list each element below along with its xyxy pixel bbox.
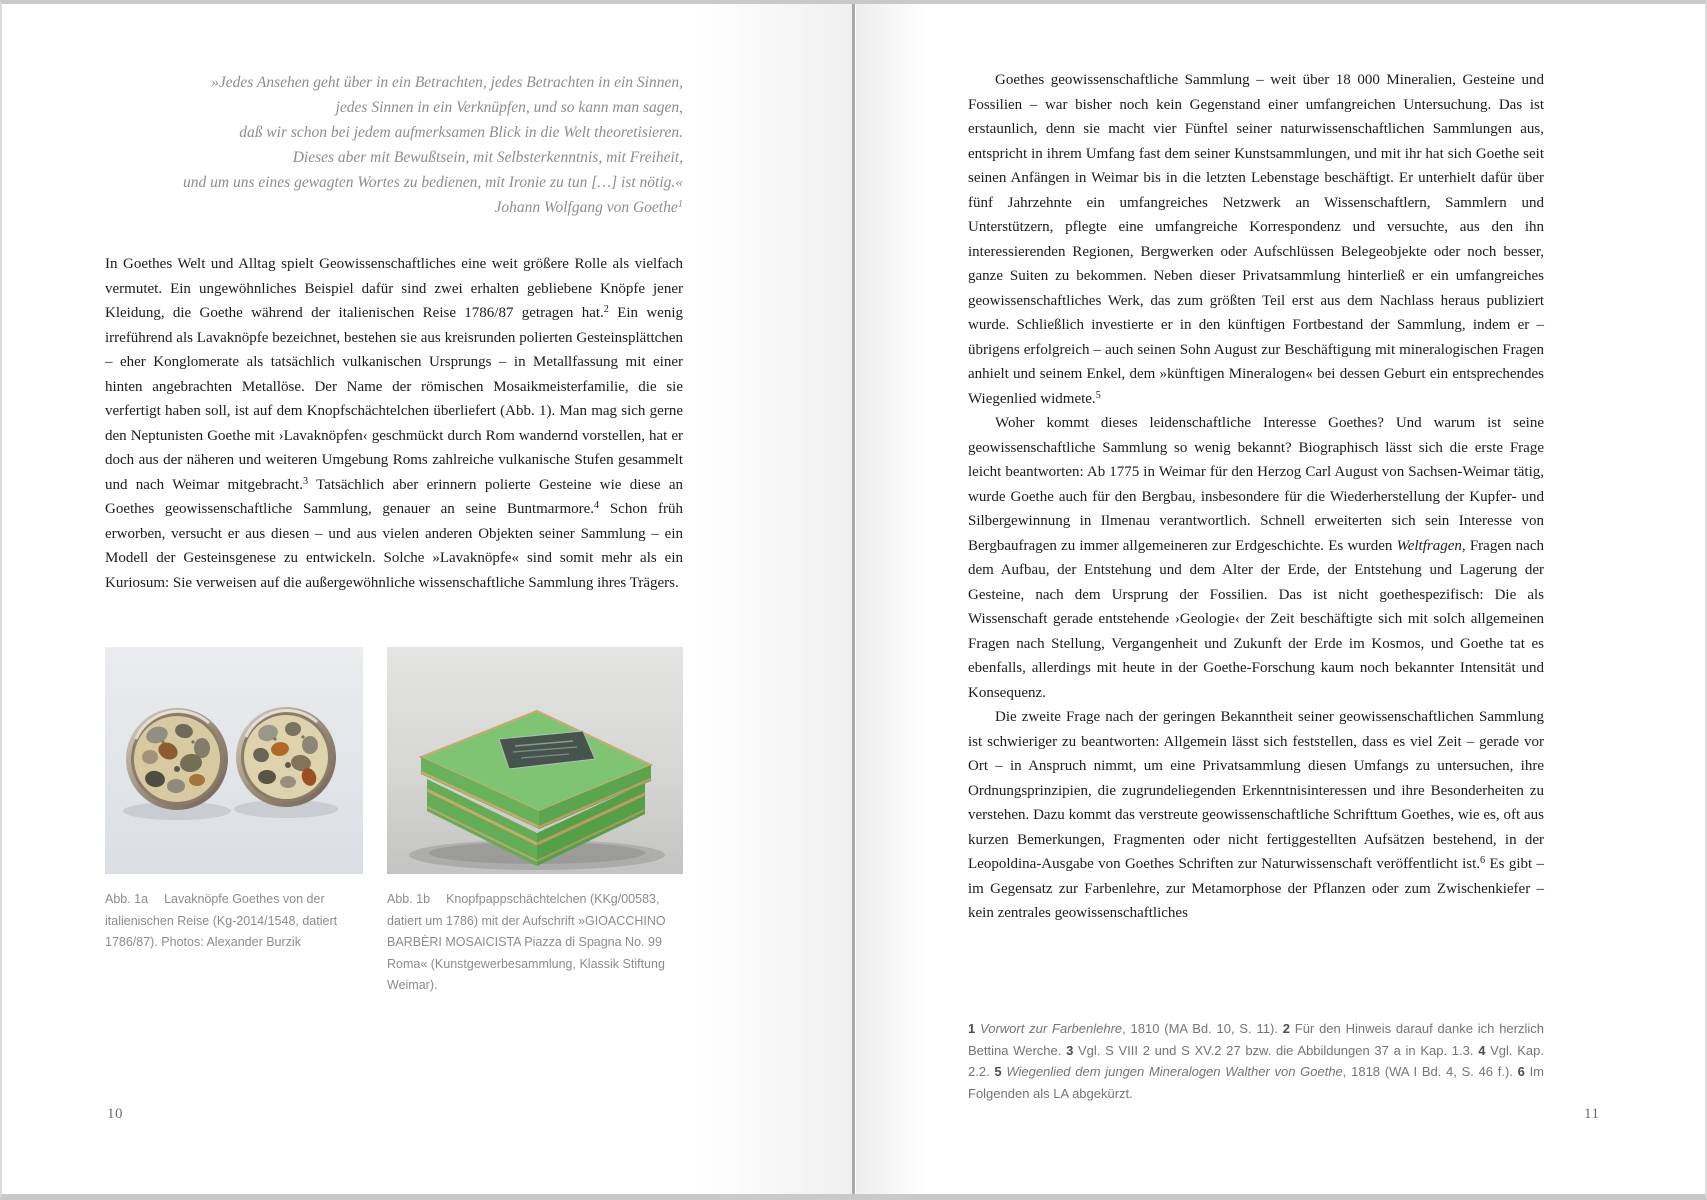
figure-1b-caption-label: Abb. 1b bbox=[387, 892, 431, 906]
body-paragraph: Die zweite Frage nach der geringen Bekanntheit seiner geowissenschaftlichen Sammlung ist schwieriger zu beantworten: Allgemein lässt sich feststellen, dass es viel Zeit – gerade vor Ort – in Anspruch nimmt, um eine Privatsammlung diesen Umfangs zu untersuchen, ihre Ordnungsprinzipien, die zugrundeliegenden Erkenntnisinteressen und ihre Besonderheiten zu verstehen. Dazu kommt das verstreute geowissenschaftliche Schrifttum Goethes, wie es, oft aus kurzen Bemerkungen, Fragmenten oder nicht fertiggestellten Aufsätzen bestehend, in der Leopoldina-Ausgabe von Goethes Schriften zur Naturwissenschaft veröffentlicht ist.$^6$ Es gibt – im Gegensatz zur Farbenlehre, zur Metamorphose der Pflanzen oder zum Zwischenkiefer – kein zentrales geowissenschaftliches bbox=[968, 709, 1544, 921]
epigraph bbox=[105, 70, 683, 220]
figure-1b bbox=[387, 647, 683, 997]
green-box-photo bbox=[387, 647, 683, 874]
right-page-column bbox=[968, 68, 1544, 926]
footnotes: 1 Vorwort zur Farbenlehre, 1810 (MA Bd. 10, S. 11). 2 Für den Hinweis darauf danke ich herzlich Bettina Werche. 3 Vgl. S VIII 2 und S XV.2 27 bzw. die Abbildungen 37 a in Kap. 1.3. 4 Vgl. Kap. 2.2. 5 Wiegenlied dem jungen Mineralogen Walther von Goethe, 1818 (WA I Bd. 4, S. 46 f.). 6 Im Folgenden als LA abgekürzt. bbox=[968, 1021, 1545, 1101]
page-left bbox=[2, 4, 853, 1194]
figure-1b-caption bbox=[387, 889, 683, 997]
body-paragraph: In Goethes Welt und Alltag spielt Geowissenschaftliches eine weit größere Rolle als vielfach vermutet. Ein ungewöhnliches Beispiel dafür sind zwei erhalten gebliebene Knöpfe jener Kleidung, die Goethe während der italienischen Reise 1786/87 getragen hat.$^2$ Ein wenig irreführend als Lavaknöpfe bezeichnet, bestehen sie aus kreisrunden polierten Gesteinsplättchen – eher Konglomerate als tatsächlich vulkanischen Ursprungs – in Metallfassung mit einer hinten angebrachten Metallöse. Der Name der römischen Mosaikmeisterfamilie, die sie verfertigt haben soll, ist auf dem Knopfschächtelchen überliefert (Abb. 1). Man mag sich gerne den Neptunisten Goethe mit ›Lavaknöpfen‹ geschmückt durch Rom wandernd vorstellen, hat er doch aus der näheren und weiteren Umgebung Roms zahlreiche vulkanische Stufen gesammelt und nach Weimar mitgebracht.$^3$ Tatsächlich aber erinnern polierte Gesteine wie diese an Goethes geowissenschaftliche Sammlung, genauer an seine Buntmarmore.$^4$ Schon früh erworben, versucht er aus diesen – und aus vielen anderen Objekten seiner Sammlung – ein Modell der Gesteinsgenese zu entwickeln. Solche »Lavaknöpfe« sind somit mehr als ein Kuriosum: Sie verweisen auf die außergewöhnliche wissenschaftliche Sammlung ihres Trägers. bbox=[105, 256, 683, 591]
figure-1a bbox=[105, 647, 363, 997]
figure-1b-caption-text: Knopfpappschächtelchen (KKg/00583, datiert um 1786) mit der Aufschrift »GIOACCHINO BARBÈRI MOSAICISTA Piazza di Spagna No. 99 Roma« (Kunstgewerbesammlung, Klassik Stiftung Weimar). bbox=[387, 892, 666, 992]
figure-1a-caption-text: Lavaknöpfe Goethes von der italienischen Reise (Kg-2014/1548, datiert 1786/87). Photos: Alexander Burzik bbox=[105, 892, 338, 949]
left-page-column bbox=[105, 70, 683, 997]
epigraph-line: daß wir schon bei jedem aufmerksamen Blick in die Welt theoretisieren. bbox=[239, 124, 683, 141]
epigraph-line: und um uns eines gewagten Wortes zu bedienen, mit Ironie zu tun […] ist nötig.« bbox=[183, 174, 683, 191]
page-right bbox=[856, 4, 1707, 1194]
epigraph-attribution: Johann Wolfgang von Goethe$^1$ bbox=[494, 199, 683, 216]
body-paragraph: Goethes geowissenschaftliche Sammlung – weit über 18 000 Mineralien, Gesteine und Fossilien – war bisher noch kein Gegenstand einer umfangreichen Untersuchung. Das ist erstaunlich, denn sie macht vier Fünftel seiner naturwissenschaftlichen Sammlungen aus, entspricht in ihrem Umfang fast dem seiner Kunstsammlungen, und mit ihr hat sich Goethe seit seinen Anfängen in Weimar bis in die letzten Lebenstage beschäftigt. Er unterhielt dafür über fünf Jahrzehnte ein umfangreiches Netzwerk an Wissenschaftlern, Sammlern und Unterstützern, pflegte eine umfangreiche Korrespondenz und versuchte, aus den ihn interessierenden Regionen, Bergwerken oder Aufschlüssen Belegeobjekte oder noch besser, ganze Suiten zu bekommen. Neben dieser Privatsammlung hinterließ er ein umfangreiches geowissenschaftliches Werk, das zum größten Teil erst aus dem Nachlass heraus publiziert wurde. Schließlich investierte er in den künftigen Fortbestand der Sammlung, indem er – übrigens erfolgreich – auch seinen Sohn August zur Beschäftigung mit mineralogischen Fragen anhielt und seinem Enkel, dem »künftigen Mineralogen« bei dessen Geburt ein entsprechendes Wiegenlied widmete.$^5$ bbox=[968, 72, 1544, 407]
lava-buttons-photo bbox=[105, 647, 363, 874]
figure-1a-caption-label: Abb. 1a bbox=[105, 892, 149, 906]
figure-1a-caption bbox=[105, 889, 363, 954]
epigraph-line: »Jedes Ansehen geht über in ein Betrachten, jedes Betrachten in ein Sinnen, bbox=[211, 74, 683, 91]
body-paragraph: Woher kommt dieses leidenschaftliche Interesse Goethes? Und warum ist seine geowissenschaftliche Sammlung so wenig bekannt? Biographisch lässt sich die erste Frage leicht beantworten: Ab 1775 in Weimar für den Herzog Carl August von Sachsen-Weimar tätig, wurde Goethe auch für den Bergbau, insbesondere für die Wiederherstellung der Kupfer- und Silbergewinnung in Ilmenau verantwortlich. Schnell erweiterten sich sein Interesse von Bergbaufragen zu immer allgemeineren zur Erdgeschichte. Es wurden Weltfragen, Fragen nach dem Aufbau, der Entstehung und dem Alter der Erde, der Entstehung und Lagerung der Gesteine, nach dem Ursprung der Fossilien. Das ist nicht goethespezifisch: Die als Wissenschaft gerade entstehende ›Geologie‹ der Zeit beschäftigte sich mit solch allgemeinen Fragen nach Stellung, Vergangenheit und Zukunft der Erde im Kosmos, und Goethe tat es ebenfalls, allerdings mit heute in der Goethe-Forschung kaum noch bekannter Intensität und Konsequenz. bbox=[968, 415, 1544, 701]
page-number-left: 10 bbox=[107, 1106, 123, 1122]
figure-row bbox=[105, 647, 683, 997]
epigraph-line: Dieses aber mit Bewußtsein, mit Selbsterkenntnis, mit Freiheit, bbox=[292, 149, 683, 166]
page-number-right: 11 bbox=[1584, 1106, 1600, 1122]
epigraph-line: jedes Sinnen in ein Verknüpfen, und so kann man sagen, bbox=[335, 99, 683, 116]
book-spine bbox=[852, 4, 855, 1194]
